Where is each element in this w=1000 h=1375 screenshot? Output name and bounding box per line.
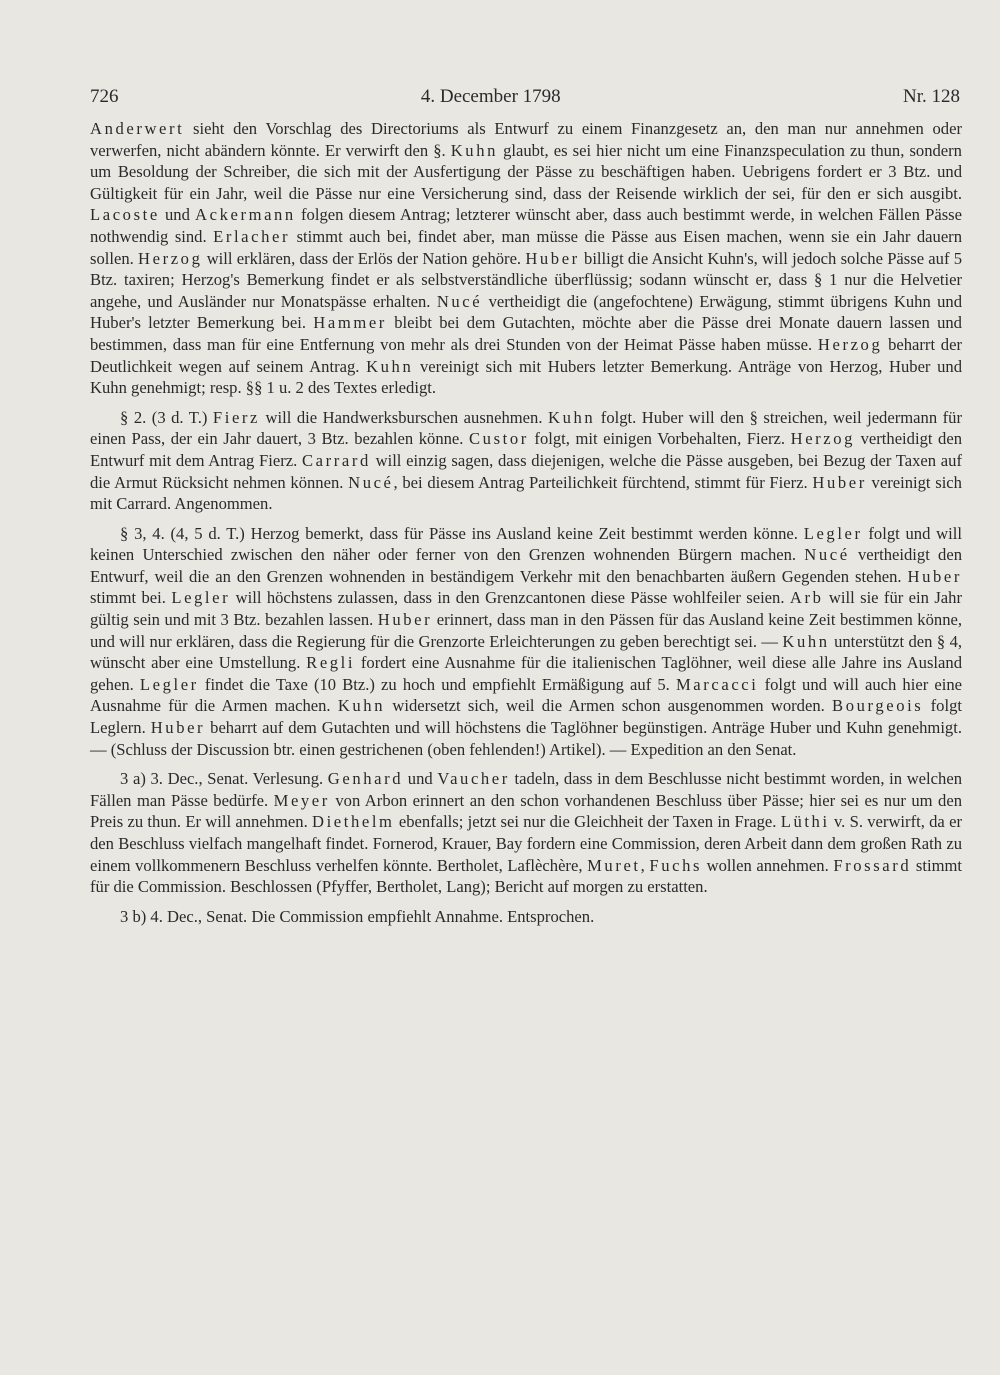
speaker-name: Ackermann (195, 205, 296, 225)
speaker-name: Carrard (302, 450, 371, 470)
speaker-name: Huber (525, 248, 580, 268)
speaker-name: Huber (812, 472, 867, 492)
text-run: vertheidigt den Entwurf, weil die an den Grenzen wohnenden in beständigem Verkehr mit den benachbarten äußern Gegenden stehen. (90, 545, 963, 586)
paragraph (90, 906, 962, 928)
text-run: billigt die Ansicht Kuhn's, will jedoch solche Pässe auf 5 Btz. taxiren; Herzog's Bemerkung findet er als selbstverständliche überflüssig; sodann wünscht er, dass § 1 nur die Helvetier angehe, und Ausländer nur Monatspässe erhalten. (90, 248, 963, 311)
paragraph (90, 118, 962, 399)
text-run: sieht den Vorschlag des Directoriums als Entwurf zu einem Finanzgesetz an, den man nur annehmen oder verwerfen, nicht abändern könnte. Er verwirft den §. (90, 119, 962, 160)
body-text (90, 118, 962, 927)
text-run: 3 b) 4. Dec., Senat. Die Commission empfiehlt Annahme. Entsprochen. (120, 906, 595, 926)
text-run: bleibt bei dem Gutachten, möchte aber die Pässe drei Monate dauern lassen und bestimmen, dass man für eine Entfernung von mehr als drei Stunden von der Heimat Pässe haben müsse. (90, 313, 962, 354)
speaker-name: Regli (306, 653, 356, 673)
text-run: will erklären, dass der Erlös der Nation gehöre. (202, 248, 526, 268)
text-run: folgt Leglern. (90, 696, 962, 738)
text-run: ebenfalls; jetzt sei nur die Gleichheit der Taxen in Frage. (394, 812, 781, 832)
text-run: 3 a) 3. Dec., Senat. Verlesung. (120, 769, 328, 789)
speaker-name: Herzog (138, 248, 203, 268)
text-run: widersetzt sich, weil die Armen schon ausgenommen worden. (385, 696, 833, 716)
speaker-name: Kuhn (450, 140, 498, 160)
speaker-name: Genhard (327, 769, 404, 789)
text-run: tadeln, dass in dem Beschlusse nicht bestimmt worden, in welchen Fällen man Pässe bedürfe. (90, 769, 962, 810)
paragraph (90, 523, 962, 761)
speaker-name: Kuhn (366, 356, 414, 376)
text-run: und (403, 769, 438, 789)
speaker-name: Nucé (436, 291, 483, 311)
speaker-name: Kuhn (547, 407, 596, 427)
page-number: 726 (90, 86, 119, 107)
text-run: und (159, 205, 196, 225)
text-run: unterstützt den § 4, wünscht aber eine Umstellung. (90, 631, 963, 673)
document-number: Nr. 128 (903, 86, 960, 107)
text-run: , (640, 855, 650, 875)
text-run: vereinigt sich mit Carrard. Angenommen. (90, 472, 962, 514)
text-run: beharrt auf dem Gutachten und will höchstens die Taglöhner begünstigen. Anträge Huber und Kuhn genehmigt. — (Schluss der Discussion btr. einen gestrichenen (oben fehlenden!) Artikel). — Expedition an den Senat. (90, 718, 962, 759)
speaker-name: Hammer (313, 313, 387, 333)
text-run: glaubt, es sei hier nicht um eine Finanzspeculation zu thun, sondern um Besoldung der Schreiber, die sich mit der Ausfertigung der Pässe zu beschäftigen haben. Uebrigens fordert er 3 Btz. und Gültigkeit für ein Jahr, weil die Pässe nur eine Versicherung sind, dass der Reisende wirklich der sei, für den er sich ausgibt. (90, 140, 962, 203)
speaker-name: Lacoste (90, 205, 160, 225)
text-run: , bei diesem Antrag Parteilichkeit fürchtend, stimmt für Fierz. (393, 472, 813, 492)
text-run: folgt, mit einigen Vorbehalten, Fierz. (528, 429, 791, 449)
speaker-name: Herzog (790, 429, 856, 449)
speaker-name: Huber (150, 718, 206, 738)
speaker-name: Meyer (273, 790, 330, 810)
speaker-name: Bourgeois (832, 696, 924, 716)
text-run: von Arbon erinnert an den schon vorhandenen Beschluss über Pässe; hier sei es nur um den Preis zu thun. Er will annehmen. (90, 790, 962, 832)
speaker-name: Vaucher (437, 769, 510, 789)
text-run: will einzig sagen, dass diejenigen, welche die Pässe ausgeben, bei Bezug der Taxen auf die Armut Rücksicht nehmen können. (90, 450, 962, 492)
text-run: folgen diesem Antrag; letzterer wünscht aber, dass auch bestimmt werde, in welchen Fällen Pässe nothwendig sind. (90, 205, 962, 246)
speaker-name: Muret (587, 855, 641, 875)
text-run: stimmt auch bei, findet aber, man müsse die Pässe aus Eisen machen, wenn sie ein Jahr dauern sollen. (90, 226, 963, 268)
text-run: folgt und will auch hier eine Ausnahme für die Armen machen. (90, 674, 962, 716)
text-run: § 2. (3 d. T.) (120, 407, 213, 427)
speaker-name: Marcacci (675, 674, 759, 694)
speaker-name: Legler (803, 523, 863, 543)
speaker-name: Custor (469, 429, 529, 449)
text-run: findet die Taxe (10 Btz.) zu hoch und empfiehlt Ermäßigung auf 5. (198, 674, 676, 694)
text-run: folgt. Huber will den § streichen, weil jedermann für einen Pass, der ein Jahr dauert, 3 Btz. bezahlen könne. (90, 407, 962, 449)
speaker-name: Herzog (817, 334, 883, 354)
speaker-name: Lüthi (780, 812, 830, 832)
speaker-name: Huber (907, 566, 962, 586)
text-run: wollen annehmen. (702, 855, 834, 875)
text-run: § 3, 4. (4, 5 d. T.) Herzog bemerkt, dass für Pässe ins Ausland keine Zeit bestimmt werden könne. (120, 523, 804, 543)
speaker-name: Nucé (348, 472, 394, 492)
speaker-name: Fuchs (649, 855, 703, 875)
speaker-name: Frossard (833, 855, 912, 875)
speaker-name: Kuhn (782, 631, 830, 651)
text-run: stimmt bei. (90, 588, 172, 608)
paragraph (90, 768, 962, 898)
header-date: 4. December 1798 (420, 86, 561, 107)
text-run: beharrt der Deutlichkeit wegen auf seinem Antrag. (90, 334, 962, 376)
speaker-name: Fierz (212, 407, 261, 427)
text-run: fordert eine Ausnahme für die italienischen Taglöhner, weil diese alle Jahre ins Ausland gehen. (90, 653, 962, 694)
page-header (90, 86, 962, 108)
text-run: will höchstens zulassen, dass in den Grenzcantonen diese Pässe wohlfeiler seien. (230, 588, 790, 608)
text-run: folgt und will keinen Unterschied zwischen den näher oder ferner von den Grenzen wohnenden Bürgern machen. (90, 523, 962, 565)
text-run: will die Handwerksburschen ausnehmen. (260, 407, 548, 427)
text-run: erinnert, dass man in den Pässen für das Ausland keine Zeit bestimmen könne, und will nur erklären, dass die Regierung für die Grenzorte Erleichterungen zu geben berechtigt sei. — (90, 610, 963, 651)
speaker-name: Legler (171, 588, 231, 608)
text-run: vertheidigt den Entwurf mit dem Antrag Fierz. (90, 429, 962, 470)
speaker-name: Anderwert (90, 119, 185, 138)
text-run: stimmt für die Commission. Beschlossen (Pfyffer, Bertholet, Lang); Bericht auf morgen zu erstatten. (90, 855, 962, 897)
text-run: v. S. verwirft, da er den Beschluss vielfach mangelhaft findet. Fornerod, Krauer, Bay fordern eine Commission, deren Arbeit dann dem großen Rath zu einem vollkommenern Beschluss verhelfen könnte. Bertholet, Laflèchère, (90, 812, 962, 875)
speaker-name: Huber (377, 610, 433, 630)
speaker-name: Diethelm (312, 812, 395, 832)
text-run: will sie für ein Jahr gültig sein und mit 3 Btz. bezahlen lassen. (90, 588, 962, 630)
speaker-name: Legler (139, 674, 199, 694)
speaker-name: Erlacher (213, 226, 291, 246)
text-run: vertheidigt die (angefochtene) Erwägung, stimmt übrigens Kuhn und Huber's letzter Bemerkung bei. (90, 291, 963, 333)
speaker-name: Kuhn (337, 696, 386, 716)
speaker-name: Nucé (804, 545, 850, 565)
speaker-name: Arb (789, 588, 824, 608)
text-run: vereinigt sich mit Hubers letzter Bemerkung. Anträge von Herzog, Huber und Kuhn genehmigt; resp. §§ 1 u. 2 des Textes erledigt. (90, 356, 962, 398)
paragraph (90, 407, 962, 515)
